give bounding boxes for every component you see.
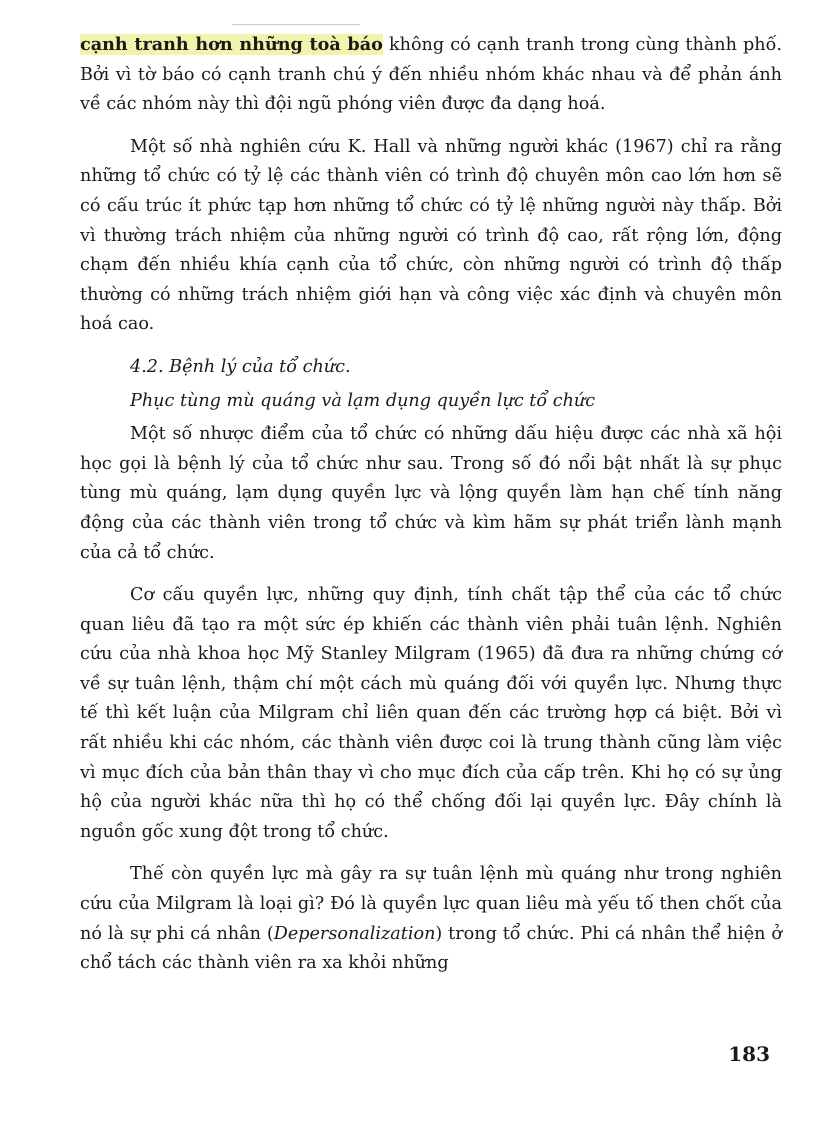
italic-term: Depersonalization [273,923,436,944]
body-text [80,30,782,992]
paragraph-milgram: Cơ cấu quyền lực, những quy định, tính chất tập thể của các tổ chức quan liêu đã tạo ra một sức ép khiến các thành viên phải tuân lệnh. Nghiên cứu của nhà khoa học Mỹ Stanley Milgram (1965) đã đưa ra những chứng cớ về sự tuân lệnh, thậm chí một cách mù quáng đối với quyền lực. Nhưng thực tế thì kết luận của Milgram chỉ liên quan đến các trường hợp cá biệt. Bởi vì rất nhiều khi các nhóm, các thành viên được coi là trung thành cũng làm việc vì mục đích của bản thân thay vì cho mục đích của cấp trên. Khi họ có sự ủng hộ của người khác nữa thì họ có thể chống đối lại quyền lực. Đây chính là nguồn gốc xung đột trong tổ chức. [80,585,782,842]
top-rule [232,24,360,25]
section-heading: 4.2. Bệnh lý của tổ chức. [130,356,351,377]
paragraph-continuation [80,30,782,120]
paragraph-pathology: Một số nhược điểm của tổ chức có những dấu hiệu được các nhà xã hội học gọi là bệnh lý của tổ chức như sau. Trong số đó nổi bật nhất là sự phục tùng mù quáng, lạm dụng quyền lực và lộng quyền làm hạn chế tính năng động của các thành viên trong tổ chức và kìm hãm sự phát triển lành mạnh của cả tổ chức. [80,424,782,563]
page-number: 183 [728,1042,770,1066]
paragraph-hall-study: Một số nhà nghiên cứu K. Hall và những người khác (1967) chỉ ra rằng những tổ chức có tỷ lệ các thành viên có trình độ chuyên môn cao lớn hơn sẽ có cấu trúc ít phức tạp hơn những tổ chức có tỷ lệ những người này thấp. Bởi vì thường trách nhiệm của những người có trình độ cao, rất rộng lớn, động chạm đến nhiều khía cạnh của tổ chức, còn những người có trình độ thấp thường có những trách nhiệm giới hạn và công việc xác định và chuyên môn hoá cao. [80,136,782,335]
paragraph-text: Thế còn quyền lực mà gây ra sự tuân lệnh mù quáng như trong nghiên cứu của Milgram là loại gì? Đó là quyền lực quan liêu mà yếu tố then chốt của nó là sự phi cá nhân ( [80,864,782,944]
section-subheading: Phục tùng mù quáng và lạm dụng quyền lực tổ chức [130,390,596,411]
paragraph-text: ) trong tổ chức. Phi cá nhân thể hiện ở chổ tách các thành viên ra xa khỏi những [80,923,782,974]
paragraph-depersonalization [80,860,782,978]
highlighted-text: cạnh tranh hơn những toà báo [80,34,383,55]
paragraph-text: không có cạnh tranh trong cùng thành phố. Bởi vì tờ báo có cạnh tranh chú ý đến nhiều nhóm khác nhau và để phản ánh về các nhóm này thì đội ngũ phóng viên được đa dạng hoá. [80,35,782,115]
